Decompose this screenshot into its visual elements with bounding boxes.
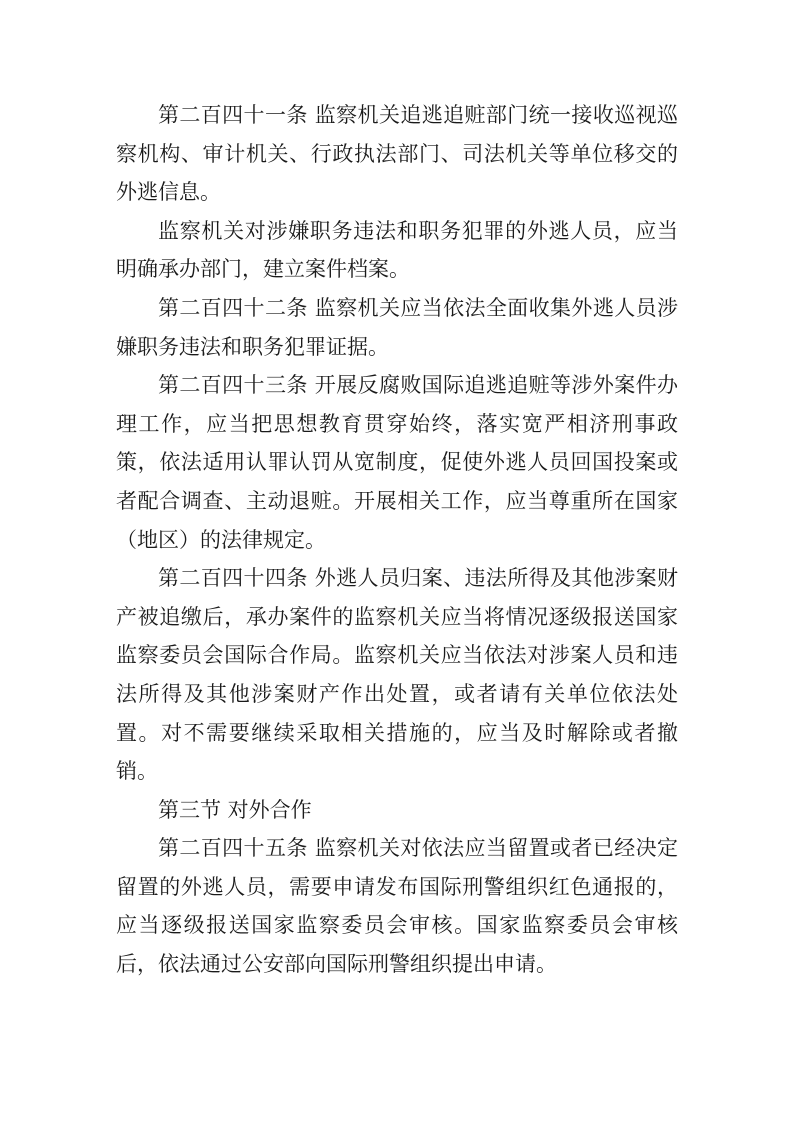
article-241-paragraph: 第二百四十一条 监察机关追逃追赃部门统一接收巡视巡察机构、审计机关、行政执法部门、司法机关等单位移交的外逃信息。: [116, 103, 678, 205]
article-245-paragraph: 第二百四十五条 监察机关对依法应当留置或者已经决定留置的外逃人员，需要申请发布国际刑警组织红色通报的，应当逐级报送国家监察委员会审核。国家监察委员会审核后，依法通过公安部向国际刑警组织提出申请。: [116, 836, 678, 977]
document-page: [116, 96, 678, 984]
article-243-paragraph: 第二百四十三条 开展反腐败国际追逃追赃等涉外案件办理工作，应当把思想教育贯穿始终，落实宽严相济刑事政策，依法适用认罪认罚从宽制度，促使外逃人员回国投案或者配合调查、主动退赃。开展相关工作，应当尊重所在国家（地区）的法律规定。: [116, 373, 678, 552]
article-241-second-paragraph: 监察机关对涉嫌职务违法和职务犯罪的外逃人员，应当明确承办部门，建立案件档案。: [116, 218, 678, 282]
article-244-paragraph: 第二百四十四条 外逃人员归案、违法所得及其他涉案财产被追缴后，承办案件的监察机关应当将情况逐级报送国家监察委员会国际合作局。监察机关应当依法对涉案人员和违法所得及其他涉案财产作出处置，或者请有关单位依法处置。对不需要继续采取相关措施的，应当及时解除或者撤销。: [116, 566, 678, 784]
section-heading: 第三节 对外合作: [158, 797, 312, 822]
article-242-paragraph: 第二百四十二条 监察机关应当依法全面收集外逃人员涉嫌职务违法和职务犯罪证据。: [116, 295, 678, 359]
